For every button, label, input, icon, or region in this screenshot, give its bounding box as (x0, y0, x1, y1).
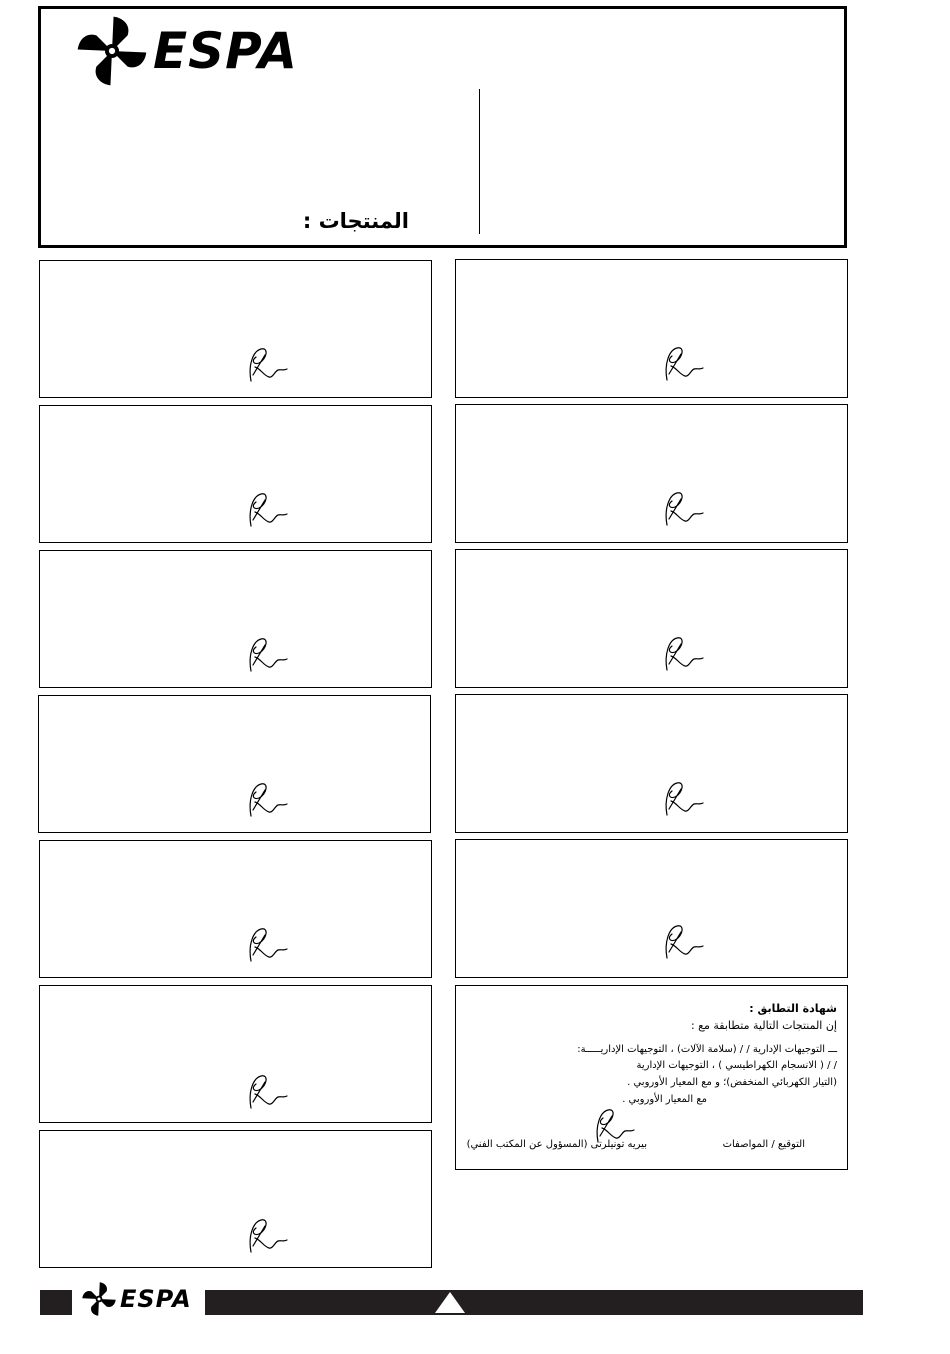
certificate-box (39, 1130, 432, 1268)
signature-icon (245, 1216, 289, 1256)
signature-icon (661, 922, 705, 962)
conformity-line-3: (التيار الكهربائي المنخفض)؛ و مع المعيار الأوروبي . (627, 1077, 837, 1088)
certificate-box (39, 550, 432, 688)
products-label: المنتجات : (302, 209, 409, 233)
certificate-box (455, 549, 848, 688)
signature-icon (245, 490, 289, 530)
certificate-box (39, 985, 432, 1123)
conformity-title: شهادة التطابق : (749, 1002, 837, 1015)
espa-logo-icon (73, 11, 151, 91)
conformity-line-4: مع المعيار الأوروبي . (622, 1094, 707, 1105)
certificate-box (455, 259, 848, 398)
signature-icon (661, 489, 705, 529)
header-divider (479, 89, 480, 234)
conformity-signature-label: التوقيع / المواصفات (722, 1139, 805, 1150)
certificate-box (38, 695, 431, 833)
conformity-line-2: / / ( الانسجام الكهراطيسي ) ، التوجيهات الإدارية (636, 1060, 837, 1071)
footer-bar-left (40, 1290, 72, 1315)
header-box (38, 6, 847, 248)
signature-icon (245, 1072, 289, 1112)
conformity-line-1: ـــ التوجيهات الإدارية / / (سلامة الآلات) ، التوجيهات الإداريـــــة: (577, 1044, 837, 1055)
certificate-box (39, 260, 432, 398)
certificate-box (39, 405, 432, 543)
signature-icon (245, 780, 289, 820)
footer-bar-right (205, 1290, 863, 1315)
certificate-box (455, 404, 848, 543)
espa-logo-icon (80, 1280, 118, 1318)
conformity-intro: إن المنتجات التالية متطابقة مع : (690, 1019, 837, 1032)
footer-triangle-icon (435, 1292, 465, 1313)
signature-icon (245, 635, 289, 675)
conformity-signer: بيريه تونيلرتى (المسؤول عن المكتب الفني) (466, 1139, 647, 1150)
signature-icon (661, 634, 705, 674)
certificate-box (39, 840, 432, 978)
certificate-box (455, 694, 848, 833)
brand-name: ESPA (153, 22, 298, 80)
footer-brand-name: ESPA (120, 1285, 192, 1313)
header-logo (73, 11, 298, 91)
signature-icon (661, 779, 705, 819)
certificate-box (455, 839, 848, 978)
signature-icon (245, 925, 289, 965)
signature-icon (245, 345, 289, 385)
signature-icon (661, 344, 705, 384)
footer-logo (80, 1280, 192, 1318)
